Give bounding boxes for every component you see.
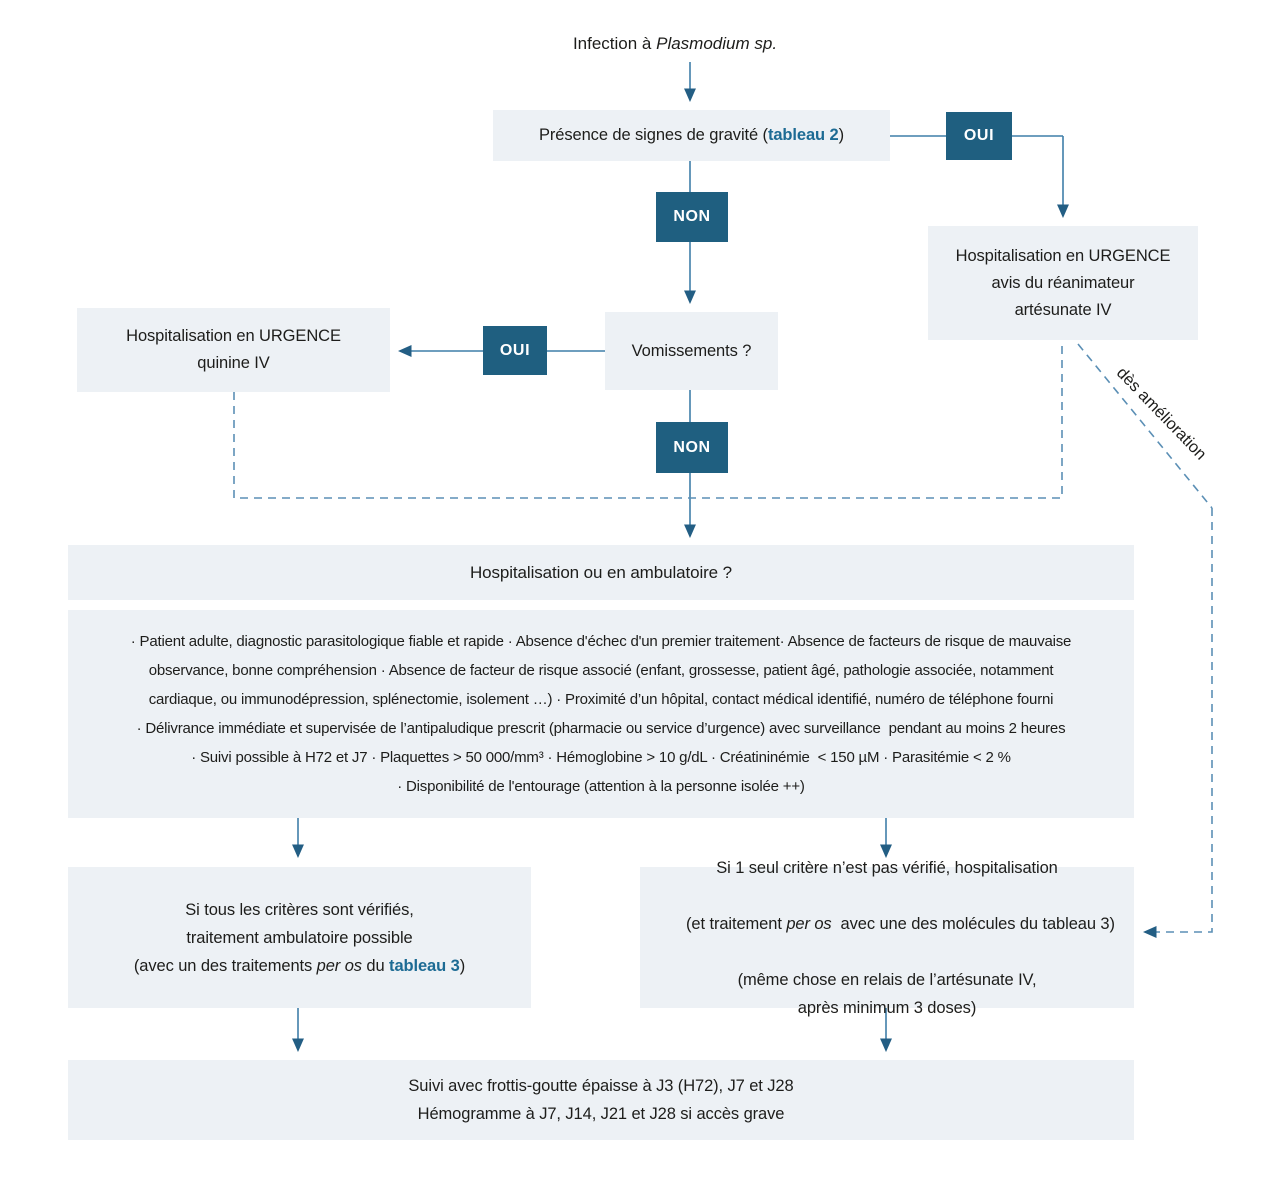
outpatient-per-os: per os bbox=[316, 956, 362, 975]
outpatient-line3-before: (avec un des traitements bbox=[133, 956, 317, 975]
urgence-right-line2: avis du réanimateur bbox=[991, 273, 1135, 292]
urgence-left-line2: quinine IV bbox=[197, 354, 270, 372]
dashed-arrow-to-hospital-box bbox=[1145, 508, 1212, 932]
outpatient-line3-after: ) bbox=[459, 956, 466, 975]
criteria-line-1: · Patient adulte, diagnostic parasitologique fiable et rapide · Absence d'échec d'un premier traitement· Absence de facteurs de risque de mauvaise bbox=[130, 633, 1072, 650]
oui-right-tag bbox=[946, 112, 1012, 160]
outpatient-line3 bbox=[134, 952, 465, 980]
non-top-tag bbox=[656, 192, 728, 242]
criteria-line-2: observance, bonne compréhension · Absence de facteur de risque associé (enfant, grossesse, patient âgé, pathologie associée, notamment bbox=[148, 662, 1054, 679]
criteria-line-4: · Délivrance immédiate et supervisée de l’antipaludique prescrit (pharmacie ou service d’urgence) avec surveillance pendant au moins 2 heures bbox=[136, 720, 1066, 737]
oui-left-tag bbox=[483, 326, 547, 375]
hospital-line2-after: avec une des molécules du tableau 3) bbox=[831, 914, 1115, 933]
outpatient-box bbox=[68, 867, 531, 1008]
urgence-left-line1: Hospitalisation en URGENCE bbox=[126, 327, 341, 345]
outpatient-line2: traitement ambulatoire possible bbox=[186, 928, 413, 947]
hospital-line4: après minimum 3 doses) bbox=[797, 998, 977, 1017]
outpatient-line3-mid: du bbox=[361, 956, 390, 975]
hospitalisation-box bbox=[640, 858, 1134, 1017]
hospital-line3: (même chose en relais de l’artésunate IV, bbox=[737, 970, 1037, 989]
oui-left-label: OUI bbox=[499, 341, 531, 359]
ambulatory-question-box bbox=[68, 545, 1134, 600]
criteria-line-6: · Disponibilité de l'entourage (attention à la personne isolée ++) bbox=[397, 778, 805, 795]
severity-text-after: ) bbox=[838, 126, 844, 144]
severity-box-text bbox=[539, 122, 844, 149]
urgence-right-line3: artésunate IV bbox=[1014, 300, 1112, 319]
chart-title-species: Plasmodium sp. bbox=[656, 34, 778, 53]
criteria-box bbox=[68, 610, 1134, 818]
hospital-line2-before: (et traitement bbox=[686, 914, 787, 933]
non-bottom-label: NON bbox=[673, 438, 711, 456]
oui-right-label: OUI bbox=[963, 127, 995, 144]
chart-title-prefix: Infection à bbox=[572, 34, 657, 53]
followup-line2: Hémogramme à J7, J14, J21 et J28 si accès grave bbox=[417, 1105, 785, 1123]
followup-line1: Suivi avec frottis-goutte épaisse à J3 (H72), J7 et J28 bbox=[408, 1077, 794, 1095]
urgence-artesunate-box bbox=[928, 226, 1198, 340]
dashed-des-amelioration-diagonal bbox=[1078, 344, 1212, 508]
criteria-line-3: cardiaque, ou immunodépression, splénectomie, isolement …) · Proximité d’un hôpital, contact médical identifié, numéro de téléphone fourni bbox=[148, 691, 1054, 708]
vomiting-box-text: Vomissements ? bbox=[631, 341, 752, 360]
severity-box bbox=[493, 110, 890, 161]
criteria-line-5: · Suivi possible à H72 et J7 · Plaquettes > 50 000/mm³ · Hémoglobine > 10 g/dL · Créatininémie < 150 µM · Parasitémie < 2 % bbox=[191, 749, 1011, 766]
non-top-label: NON bbox=[673, 208, 711, 225]
hospital-line1: Si 1 seul critère n’est pas vérifié, hospitalisation bbox=[716, 858, 1058, 877]
chart-title bbox=[500, 34, 850, 54]
urgence-right-line1: Hospitalisation en URGENCE bbox=[955, 246, 1171, 265]
ambulatory-question-text: Hospitalisation ou en ambulatoire ? bbox=[469, 563, 733, 582]
tableau-3-link[interactable]: tableau 3 bbox=[389, 956, 460, 975]
urgence-quinine-box bbox=[77, 308, 390, 392]
outpatient-line1: Si tous les critères sont vérifiés, bbox=[185, 900, 414, 919]
hospital-per-os: per os bbox=[786, 914, 832, 933]
hospital-line2 bbox=[659, 882, 1115, 966]
des-amelioration-label: dès amélioration bbox=[1112, 363, 1210, 464]
severity-text-before: Présence de signes de gravité ( bbox=[539, 126, 768, 144]
vomiting-box bbox=[605, 312, 778, 390]
tableau-2-link[interactable]: tableau 2 bbox=[767, 126, 839, 144]
non-bottom-tag bbox=[656, 422, 728, 473]
followup-box bbox=[68, 1060, 1134, 1140]
